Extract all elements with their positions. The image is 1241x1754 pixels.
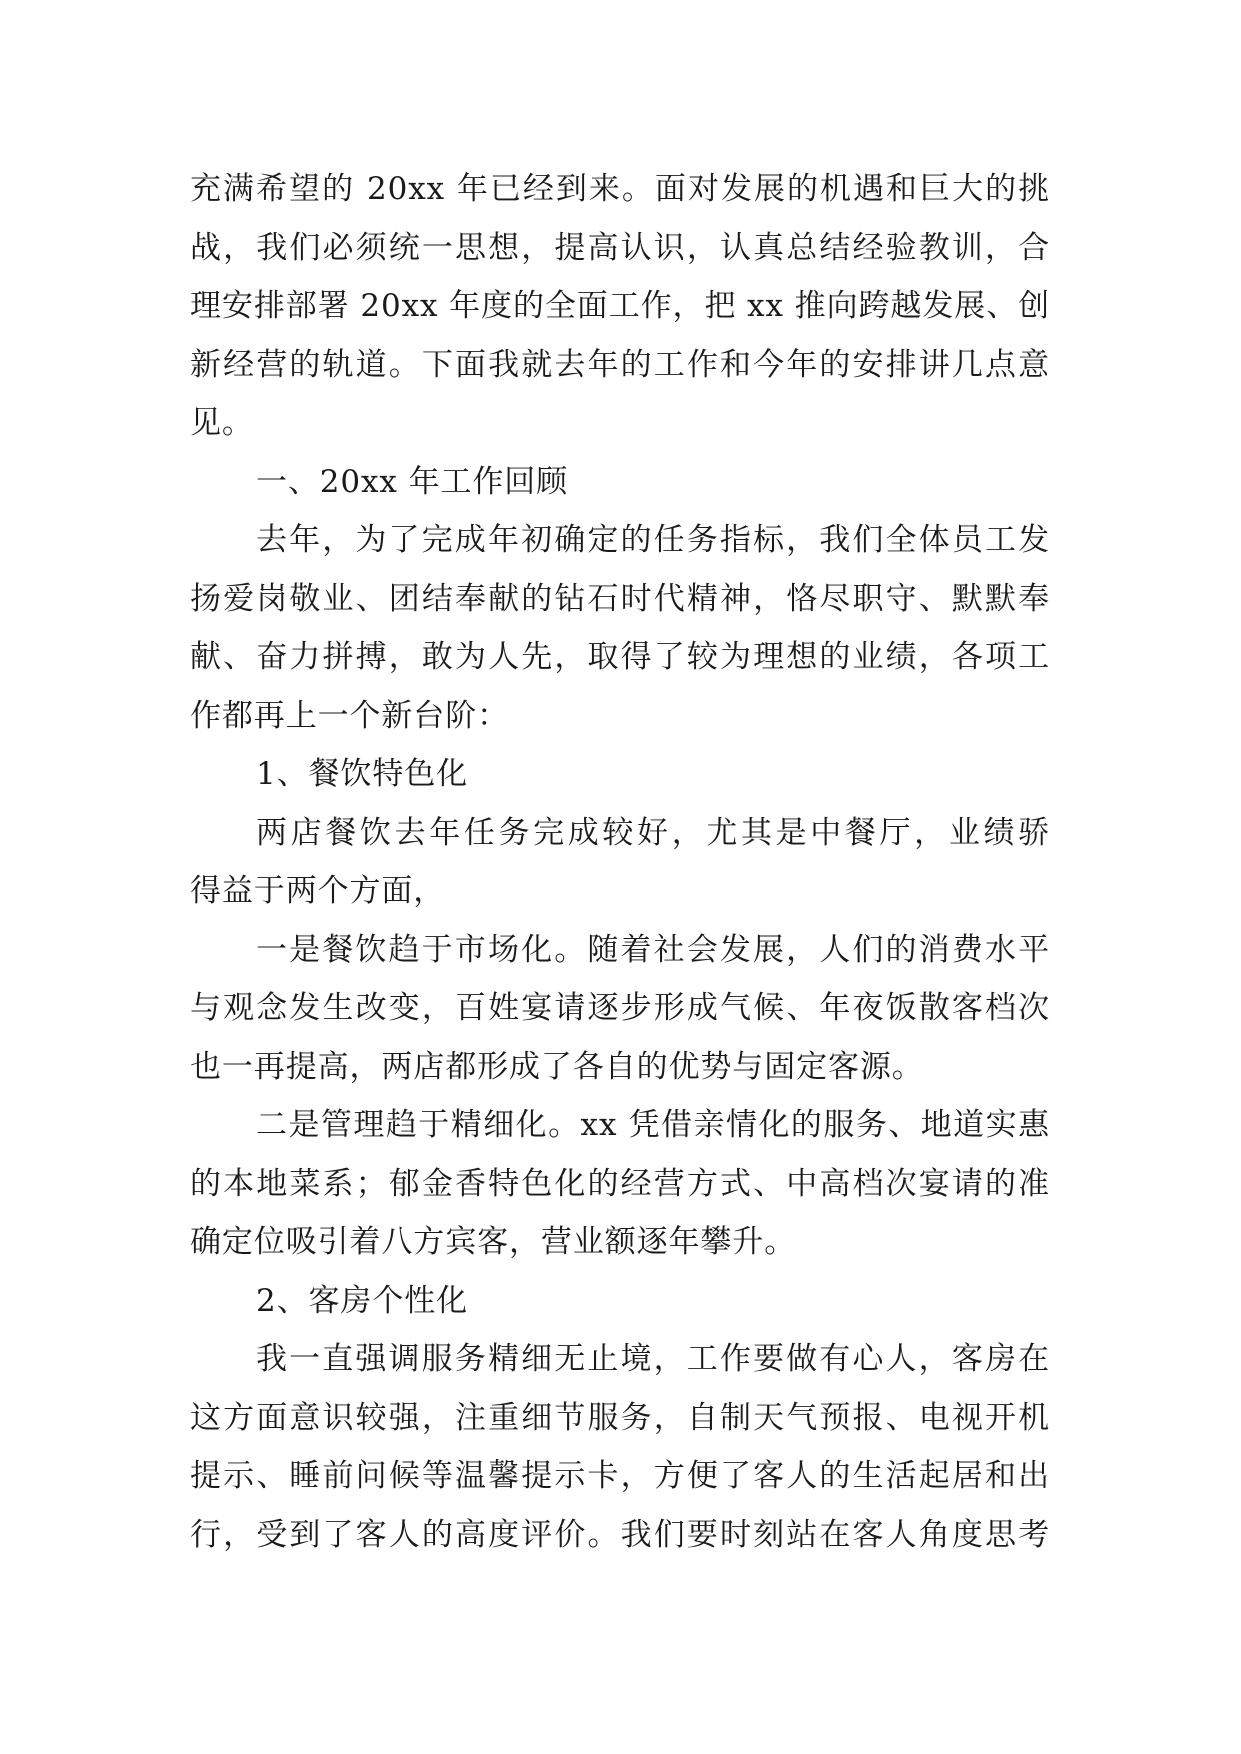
text-line: 与观念发生改变，百姓宴请逐步形成气候、年夜饭散客档次 <box>190 990 1050 1026</box>
text-line: 见。 <box>190 405 254 441</box>
text-line: 献、奋力拼搏，敢为人先，取得了较为理想的业绩，各项工 <box>190 639 1050 675</box>
document-body <box>190 160 1050 1564</box>
text-line: 扬爱岗敬业、团结奉献的钻石时代精神，恪尽职守、默默奉 <box>190 580 1050 617</box>
text-line: 新经营的轨道。下面我就去年的工作和今年的安排讲几点意 <box>190 346 1050 383</box>
text-line: 去年，为了完成年初确定的任务指标，我们全体员工发 <box>256 522 1050 558</box>
text-line: 一是餐饮趋于市场化。随着社会发展，人们的消费水平 <box>256 931 1050 968</box>
text-line: 战，我们必须统一思想，提高认识，认真总结经验教训，合 <box>190 229 1050 266</box>
text-line: 行，受到了客人的高度评价。我们要时刻站在客人角度思考 <box>190 1516 1050 1553</box>
text-line: 我一直强调服务精细无止境，工作要做有心人，客房在 <box>256 1341 1050 1377</box>
text-line: 得益于两个方面， <box>190 873 446 909</box>
text-line: 提示、睡前问候等温馨提示卡，方便了客人的生活起居和出 <box>190 1458 1050 1494</box>
text-line: 作都再上一个新台阶： <box>190 697 509 734</box>
text-line: 的本地菜系；郁金香特色化的经营方式、中高档次宴请的准 <box>190 1165 1050 1202</box>
text-line: 理安排部署 20xx 年度的全面工作，把 xx 推向跨越发展、创 <box>190 288 1050 324</box>
text-line: 确定位吸引着八方宾客，营业额逐年攀升。 <box>190 1224 797 1260</box>
text-line: 充满希望的 20xx 年已经到来。面对发展的机遇和巨大的挑 <box>190 171 1050 207</box>
section-heading: 一、20xx 年工作回顾 <box>256 463 569 500</box>
subsection-heading: 1、餐饮特色化 <box>256 756 469 792</box>
text-line: 也一再提高，两店都形成了各自的优势与固定客源。 <box>190 1048 924 1085</box>
subsection-heading: 2、客房个性化 <box>256 1282 469 1319</box>
text-line: 这方面意识较强，注重细节服务，自制天气预报、电视开机 <box>190 1399 1050 1436</box>
text-line: 两店餐饮去年任务完成较好，尤其是中餐厅，业绩骄 <box>256 814 1050 851</box>
text-line: 二是管理趋于精细化。xx 凭借亲情化的服务、地道实惠 <box>256 1107 1050 1143</box>
